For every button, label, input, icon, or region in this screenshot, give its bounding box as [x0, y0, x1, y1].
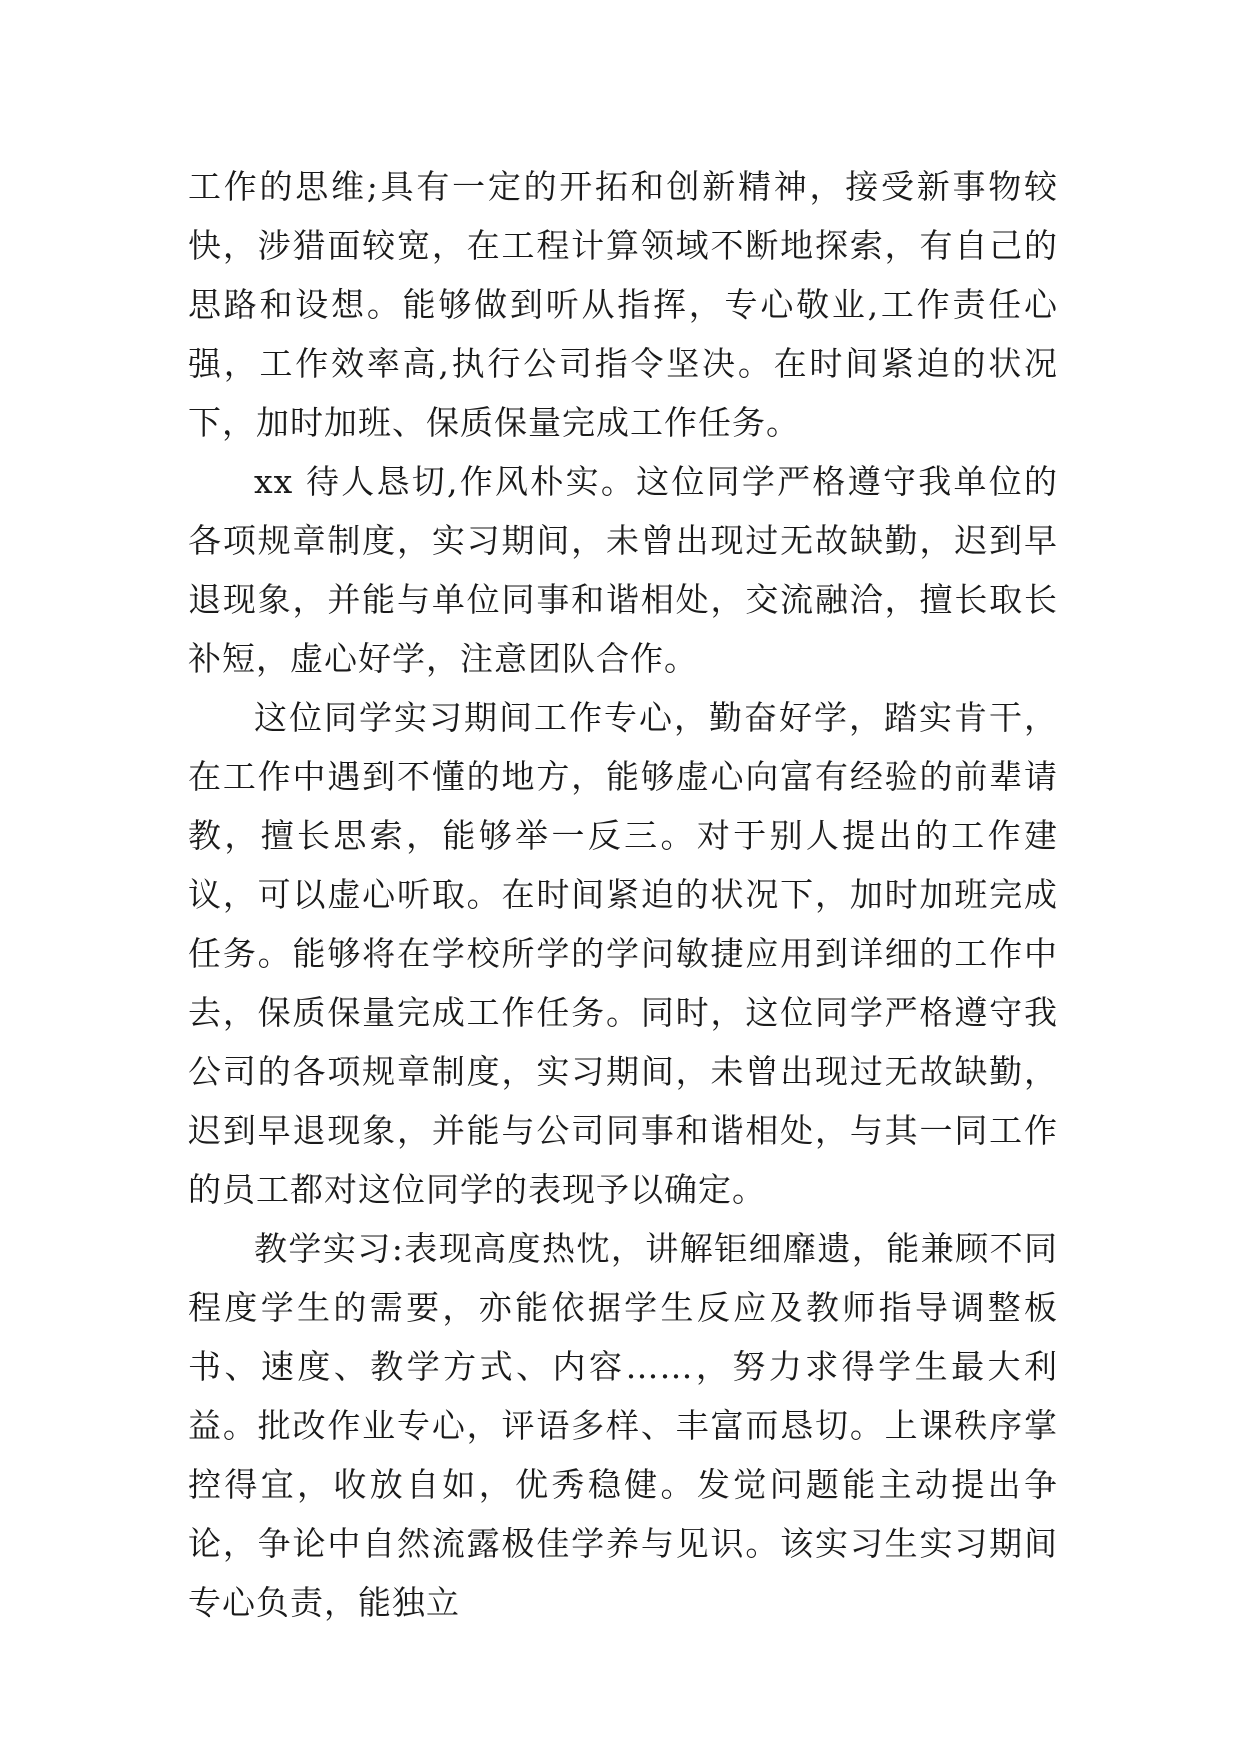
paragraph-1: 工作的思维;具有一定的开拓和创新精神，接受新事物较快，涉猎面较宽，在工程计算领域不断地探索，有自己的思路和设想。能够做到听从指挥，专心敬业,工作责任心强，工作效率高,执行公司指令坚决。在时间紧迫的状况下，加时加班、保质保量完成工作任务。 — [188, 167, 1058, 442]
document-body — [188, 157, 1058, 1632]
paragraph-3: 这位同学实习期间工作专心，勤奋好学，踏实肯干，在工作中遇到不懂的地方，能够虚心向富有经验的前辈请教，擅长思索，能够举一反三。对于别人提出的工作建议，可以虚心听取。在时间紧迫的状况下，加时加班完成任务。能够将在学校所学的学问敏捷应用到详细的工作中去，保质保量完成工作任务。同时，这位同学严格遵守我公司的各项规章制度，实习期间，未曾出现过无故缺勤，迟到早退现象，并能与公司同事和谐相处，与其一同工作的员工都对这位同学的表现予以确定。 — [188, 698, 1058, 1209]
paragraph-4: 教学实习:表现高度热忱，讲解钜细靡遗，能兼顾不同程度学生的需要，亦能依据学生反应及教师指导调整板书、速度、教学方式、内容……，努力求得学生最大利益。批改作业专心，评语多样、丰富而恳切。上课秩序掌控得宜，收放自如，优秀稳健。发觉问题能主动提出争论，争论中自然流露极佳学养与见识。该实习生实习期间专心负责，能独立 — [188, 1229, 1058, 1622]
paragraph-2: xx 待人恳切,作风朴实。这位同学严格遵守我单位的各项规章制度，实习期间，未曾出现过无故缺勤，迟到早退现象，并能与单位同事和谐相处，交流融洽，擅长取长补短，虚心好学，注意团队合作。 — [188, 462, 1058, 678]
